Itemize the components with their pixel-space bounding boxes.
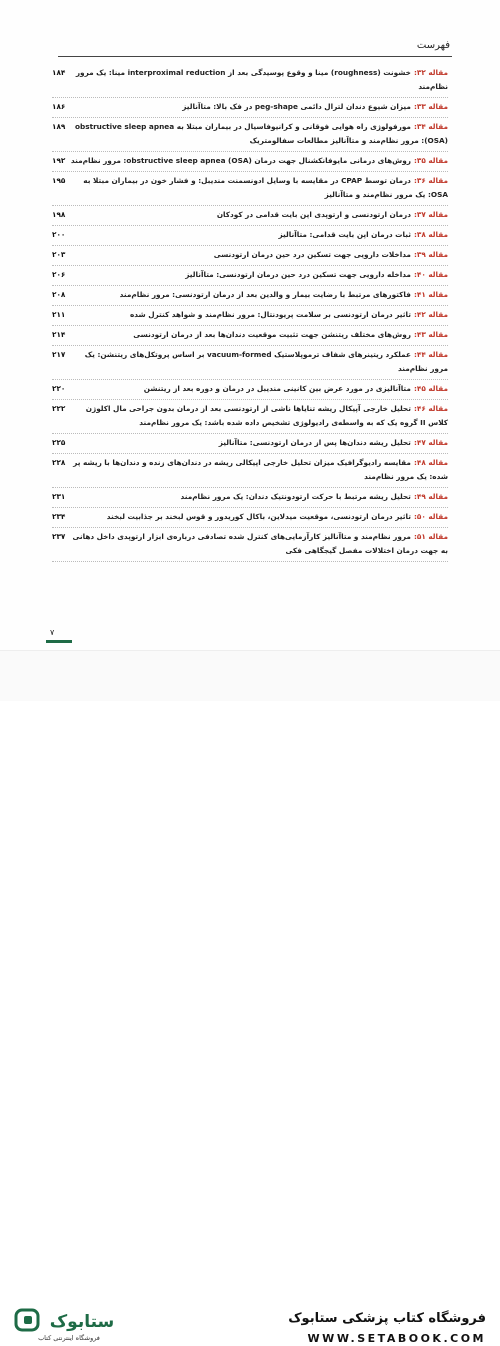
toc-entry-page: ۲۰۳: [52, 250, 66, 259]
toc-entry-number: مقاله ۳۹:: [413, 250, 448, 259]
toc-entry-page: ۲۳۴: [52, 512, 66, 521]
store-logo[interactable]: [14, 1306, 124, 1346]
table-of-contents: [52, 64, 448, 562]
toc-entry[interactable]: [52, 528, 448, 562]
toc-entry-page: ۲۰۶: [52, 270, 66, 279]
toc-entry-number: مقاله ۴۳:: [413, 330, 448, 339]
toc-entry-page: ۲۰۰: [52, 230, 66, 239]
toc-entry-title: میزان شیوع دندان لترال دائمی peg-shape در فک بالا: متاآنالیز: [182, 102, 411, 111]
toc-entry-title: خشونت (roughness) مینا و وقوع پوسیدگی بعد از interproximal reduction مینا: یک مرور نظام‌مند: [75, 68, 448, 91]
toc-entry-title: روش‌های مختلف ریتنشن جهت تثبیت موقعیت دندان‌ها بعد از درمان ارتودنسی: [133, 330, 411, 339]
toc-entry-number: مقاله ۴۸:: [413, 458, 448, 467]
setabook-logo-icon: [14, 1306, 124, 1334]
toc-entry[interactable]: [52, 434, 448, 454]
toc-entry[interactable]: [52, 98, 448, 118]
logo-subtitle: فروشگاه اینترنتی کتاب: [38, 1334, 100, 1342]
toc-entry-number: مقاله ۵۱:: [413, 532, 448, 541]
toc-entry[interactable]: [52, 454, 448, 488]
page-number: ۷: [50, 628, 55, 637]
toc-entry-title: تحلیل خارجی آپیکال ریشه تنایاها ناشی از ارتودنسی بعد از درمان بدون جراحی مال اکلوژن کلاس II گروه یک که به واسطه‌ی رادیولوژی تشخیص داده شده باشد: یک مرور نظام‌مند: [85, 404, 448, 427]
toc-entry-page: ۲۲۵: [52, 438, 66, 447]
toc-entry-page: ۱۸۶: [52, 102, 66, 111]
toc-entry-title: روش‌های درمانی مایوفانکشنال جهت درمان obstructive sleep apnea (OSA): مرور نظام‌مند: [70, 156, 411, 165]
toc-entry-title: فاکتورهای مرتبط با رضایت بیمار و والدین بعد از درمان ارتودنسی: مرور نظام‌مند: [119, 290, 411, 299]
toc-entry-page: ۱۹۵: [52, 176, 66, 185]
toc-entry-number: مقاله ۳۸:: [413, 230, 448, 239]
toc-entry-number: مقاله ۳۷:: [413, 210, 448, 219]
toc-entry-number: مقاله ۴۷:: [413, 438, 448, 447]
toc-entry[interactable]: [52, 306, 448, 326]
toc-entry-title: متاآنالیزی در مورد عرض بین کانینی مندیبل در درمان و دوره بعد از ریتنشن: [143, 384, 411, 393]
toc-entry-number: مقاله ۴۹:: [413, 492, 448, 501]
toc-entry-page: ۲۱۱: [52, 310, 66, 319]
toc-entry-page: ۲۳۷: [52, 532, 66, 541]
toc-entry-title: مداخلات دارویی جهت تسکین درد حین درمان ارتودنسی: [213, 250, 411, 259]
toc-entry-title: تاثیر درمان ارتودنسی، موقعیت میدلاین، باکال کوریدور و قوس لبخند بر جذابیت لبخند: [106, 512, 411, 521]
toc-entry-title: مداخله دارویی جهت تسکین درد حین درمان ارتودنسی: متاآنالیز: [185, 270, 411, 279]
toc-entry-title: درمان توسط CPAP در مقایسه با وسایل ادونسمنت مندیبل: و فشار خون در بیماران مبتلا به OSA: یک مرور نظام‌مند و متاآنالیز: [83, 176, 448, 199]
toc-entry[interactable]: [52, 400, 448, 434]
toc-entry-title: مرور نظام‌مند و متاآنالیز کارآزمایی‌های کنترل شده تصادفی درباره‌ی ابزار ارتوپدی داخل دهانی به جهت درمان اختلالات مفصل گیجگاهی فکی: [72, 532, 448, 555]
toc-entry-title: مورفولوژی راه هوایی فوقانی و کرانیوفاسیال در بیماران مبتلا به obstructive sleep apnea (OSA): مرور نظام‌مند و متاآنالیز مطالعات سفالومتریک: [75, 122, 448, 145]
shop-url[interactable]: WWW.SETABOOK.COM: [307, 1332, 486, 1345]
toc-entry-title: تاثیر درمان ارتودنسی بر سلامت پریودنتال: مرور نظام‌مند و شواهد کنترل شده: [129, 310, 411, 319]
toc-entry-title: ثبات درمان اپن بایت قدامی: متاآنالیز: [278, 230, 411, 239]
toc-entry[interactable]: [52, 346, 448, 380]
toc-entry[interactable]: [52, 246, 448, 266]
toc-entry-number: مقاله ۴۲:: [413, 310, 448, 319]
toc-entry[interactable]: [52, 488, 448, 508]
page-number-bar: [46, 640, 72, 643]
toc-entry-page: ۲۱۴: [52, 330, 66, 339]
toc-entry-page: ۱۹۸: [52, 210, 66, 219]
toc-entry-number: مقاله ۴۰:: [413, 270, 448, 279]
footer-banner: [0, 650, 500, 1345]
toc-entry[interactable]: [52, 380, 448, 400]
toc-entry-number: مقاله ۴۴:: [413, 350, 448, 359]
toc-entry[interactable]: [52, 118, 448, 152]
toc-entry[interactable]: [52, 226, 448, 246]
toc-entry[interactable]: [52, 266, 448, 286]
toc-entry[interactable]: [52, 508, 448, 528]
toc-entry-page: ۱۸۹: [52, 122, 66, 131]
toc-entry-number: مقاله ۳۴:: [413, 122, 448, 131]
toc-entry[interactable]: [52, 206, 448, 226]
toc-entry-number: مقاله ۳۲:: [413, 68, 448, 77]
toc-entry[interactable]: [52, 64, 448, 98]
logo-wordmark: ستابوک: [49, 1312, 115, 1332]
toc-entry-number: مقاله ۳۳:: [413, 102, 448, 111]
toc-entry-title: تحلیل ریشه مرتبط با حرکت ارتودونتیک دندان: یک مرور نظام‌مند: [180, 492, 411, 501]
toc-entry-page: ۲۱۷: [52, 350, 66, 359]
toc-entry[interactable]: [52, 172, 448, 206]
toc-entry-page: ۲۰۸: [52, 290, 66, 299]
toc-entry[interactable]: [52, 152, 448, 172]
document-page: [0, 0, 500, 650]
header-divider: [58, 56, 452, 57]
toc-entry-number: مقاله ۳۶:: [413, 176, 448, 185]
toc-entry-page: ۲۲۰: [52, 384, 66, 393]
toc-entry-number: مقاله ۴۶:: [413, 404, 448, 413]
toc-entry-title: مقایسه رادیوگرافیک میزان تحلیل خارجی اپیکالی ریشه در دندان‌های زنده و دندان‌ها با ریشه پر شده: یک مرور نظام‌مند: [73, 458, 448, 481]
toc-entry-page: ۲۳۱: [52, 492, 66, 501]
toc-entry[interactable]: [52, 326, 448, 346]
toc-entry-page: ۱۹۲: [52, 156, 66, 165]
page-header-title: فهرست: [416, 40, 450, 51]
toc-entry-title: تحلیل ریشه دندان‌ها پس از درمان ارتودنسی: متاآنالیز: [218, 438, 411, 447]
toc-entry[interactable]: [52, 286, 448, 306]
toc-entry-title: درمان ارتودنسی و ارتوپدی اپن بایت قدامی در کودکان: [216, 210, 411, 219]
toc-entry-page: ۱۸۴: [52, 68, 66, 77]
toc-entry-title: عملکرد ریتینرهای شفاف ترموپلاستیک vacuum-formed بر اساس پروتکل‌های ریتنشن: یک مرور نظام‌مند: [84, 350, 448, 373]
toc-entry-number: مقاله ۴۱:: [413, 290, 448, 299]
toc-entry-number: مقاله ۵۰:: [413, 512, 448, 521]
shop-name: فروشگاه کتاب پزشکی ستابوک: [288, 1311, 486, 1326]
toc-entry-number: مقاله ۳۵:: [413, 156, 448, 165]
toc-entry-page: ۲۲۸: [52, 458, 66, 467]
toc-entry-page: ۲۲۲: [52, 404, 66, 413]
toc-entry-number: مقاله ۴۵:: [413, 384, 448, 393]
